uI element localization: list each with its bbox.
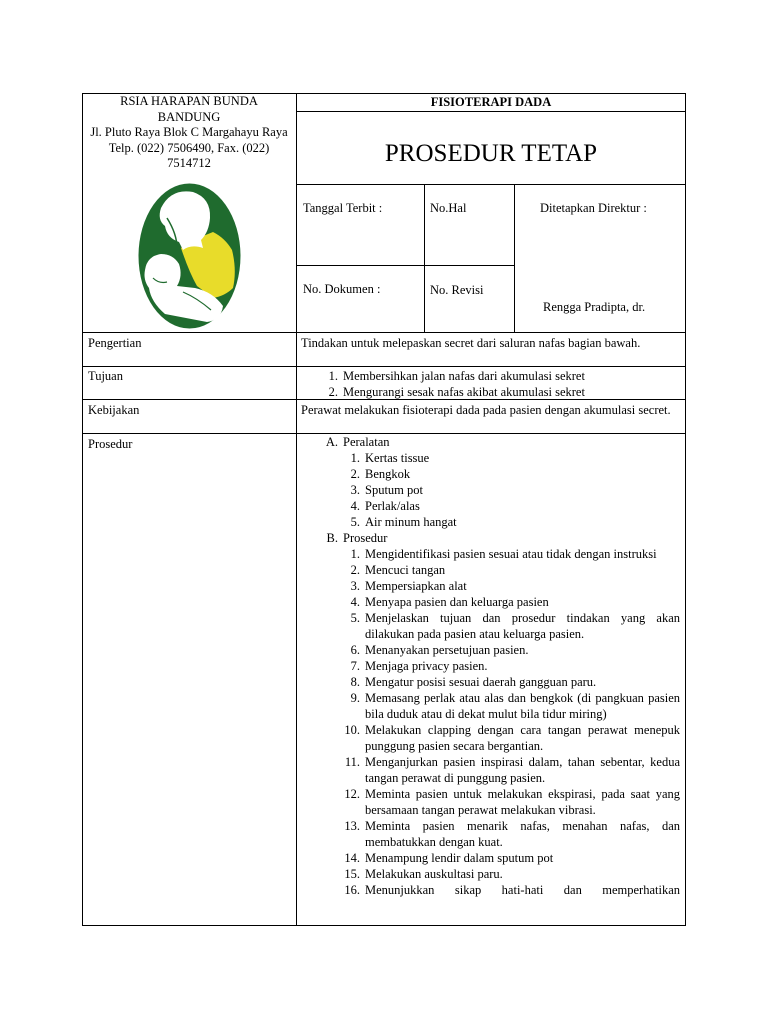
prosedur-label: Prosedur [88,437,133,451]
peralatan-list [320,450,680,530]
langkah-list [320,546,680,898]
list-item: 11. Menganjurkan pasien inspirasi dalam, tahan sebentar, kedua tangan perawat di punggung pasien. [344,755,680,785]
kebijakan-label: Kebijakan [88,403,140,417]
list-item: 5. Air minum hangat [350,515,457,529]
hospital-city: BANDUNG [157,109,221,124]
tujuan-list [320,368,680,400]
no-hal: No.Hal [430,201,467,215]
list-item: 1. Mengidentifikasi pasien sesuai atau tidak dengan instruksi [350,547,657,561]
pengertian-label: Pengertian [88,336,142,350]
list-item: 5. Menjelaskan tujuan dan prosedur tindakan yang akan dilakukan pada pasien atau keluarga pasien. [350,611,680,641]
no-dokumen: No. Dokumen : [303,282,381,296]
row-divider-1 [82,366,686,367]
list-item: 2. Mencuci tangan [350,563,446,577]
list-item: 15. Melakukan auskultasi paru. [344,867,503,881]
list-item: 7. Menjaga privacy pasien. [350,659,488,673]
border-left [82,93,83,926]
document-title: FISIOTERAPI DADA [430,95,552,109]
heading-divider [296,184,686,185]
list-item: 14. Menampung lendir dalam sputum pot [344,851,554,865]
hospital-phone: Telp. (022) 7506490, Fax. (022) 7514712 [108,140,270,170]
hospital-name: RSIA HARAPAN BUNDA [120,94,258,108]
direktur-name: Rengga Pradipta, dr. [543,300,646,314]
header-bottom [82,332,686,333]
list-item: 4. Menyapa pasien dan keluarga pasien [350,595,549,609]
meta-divider-2 [514,184,515,332]
ditetapkan-direktur: Ditetapkan Direktur : [540,201,647,215]
sop-document [82,93,686,926]
column-divider [296,93,297,926]
border-right [685,93,686,926]
hospital-logo [137,182,242,330]
list-item: 3. Sputum pot [350,483,423,497]
section-heading: B. Prosedur [326,531,388,545]
title-divider [296,111,686,112]
list-item: 9. Memasang perlak atau alas dan bengkok (di pangkuan pasien bila duduk atau di dekat mulut bila tidur miring) [350,691,680,721]
tujuan-label: Tujuan [88,369,123,383]
hospital-info [86,94,292,172]
list-item: 12. Meminta pasien untuk melakukan ekspirasi, pada saat yang bersamaan tangan perawat melakukan vibrasi. [344,787,680,817]
no-revisi: No. Revisi [430,283,484,297]
border-bottom [82,925,686,926]
hospital-address: Jl. Pluto Raya Blok C Margahayu Raya [90,125,288,139]
list-item: 13. Meminta pasien menarik nafas, menahan nafas, dan membatukkan dengan kuat. [344,819,680,849]
list-item: 3. Mempersiapkan alat [350,579,467,593]
list-item: 1. Membersihkan jalan nafas dari akumulasi sekret [328,369,585,383]
prosedur-content [320,434,680,898]
list-item: 4. Perlak/alas [350,499,420,513]
meta-divider-1 [424,184,425,332]
list-item: 6. Menanyakan persetujuan pasien. [350,643,529,657]
list-item: 10. Melakukan clapping dengan cara tangan perawat menepuk punggung pasien secara bergantian. [344,723,680,753]
kebijakan-text: Perawat melakukan fisioterapi dada pada pasien dengan akumulasi secret. [301,403,671,417]
meta-row-divider [296,265,514,266]
list-item: 8. Mengatur posisi sesuai daerah gangguan paru. [350,675,597,689]
list-item: 2. Mengurangi sesak nafas akibat akumulasi sekret [328,385,585,399]
list-item: 16. Menunjukkan sikap hati-hati dan memperhatikan [344,883,680,897]
tanggal-terbit: Tanggal Terbit : [303,201,383,215]
section-heading: A. Peralatan [325,435,390,449]
pengertian-text: Tindakan untuk melepaskan secret dari saluran nafas bagian bawah. [301,336,641,350]
list-item: 1. Kertas tissue [350,451,430,465]
document-type: PROSEDUR TETAP [384,140,598,167]
list-item: 2. Bengkok [350,467,411,481]
